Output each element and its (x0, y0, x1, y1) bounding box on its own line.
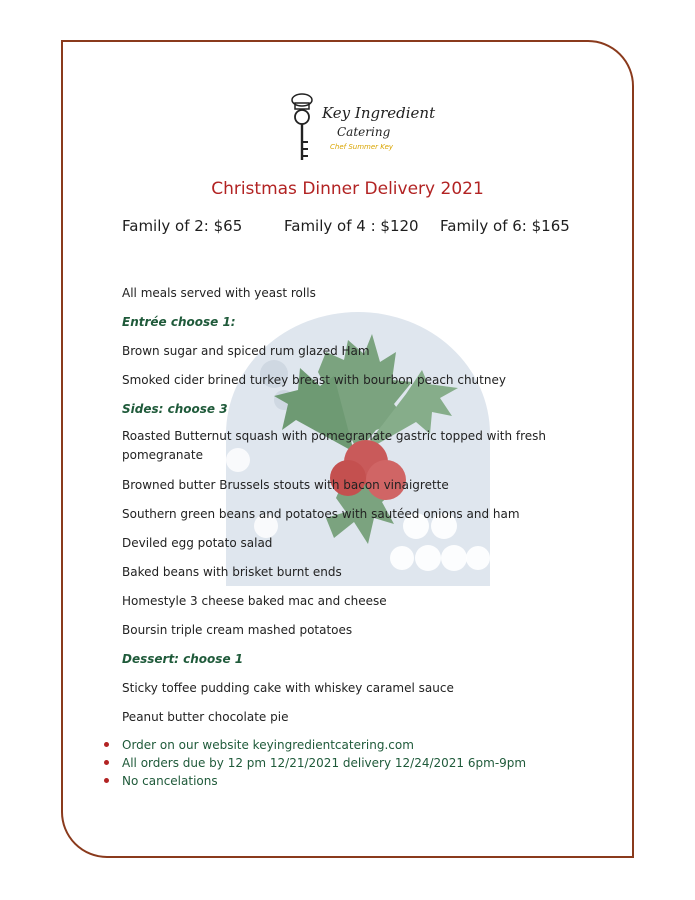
note-no-cancelations (104, 774, 218, 788)
note-order-website (104, 738, 414, 752)
price-family-4: Family of 4 : $120 (284, 217, 419, 235)
entree-heading: Entrée choose 1: (122, 315, 236, 329)
bullet-icon (104, 760, 109, 765)
entree-item: Brown sugar and spiced rum glazed Ham (122, 344, 370, 358)
dessert-item: Peanut butter chocolate pie (122, 710, 289, 724)
bullet-icon (104, 778, 109, 783)
logo-chef-name: Chef Summer Key (330, 143, 394, 151)
price-family-6: Family of 6: $165 (440, 217, 570, 235)
side-item: Deviled egg potato salad (122, 536, 273, 550)
note-text: No cancelations (122, 774, 218, 788)
intro-text: All meals served with yeast rolls (122, 286, 316, 300)
side-item: Browned butter Brussels stouts with bacon vinaigrette (122, 478, 449, 492)
logo-brand-subtitle: Catering (337, 125, 391, 139)
page-title: Christmas Dinner Delivery 2021 (211, 179, 484, 199)
side-item: Roasted Butternut squash with pomegranate gastric topped with fresh pomegranate (122, 429, 547, 462)
entree-item: Smoked cider brined turkey breast with bourbon peach chutney (122, 373, 506, 387)
note-order-deadline (104, 756, 526, 770)
side-item: Homestyle 3 cheese baked mac and cheese (122, 594, 387, 608)
side-item: Boursin triple cream mashed potatoes (122, 623, 353, 637)
bullet-icon (104, 742, 109, 747)
price-family-2: Family of 2: $65 (122, 217, 243, 235)
sides-heading: Sides: choose 3 (122, 402, 228, 416)
note-text: All orders due by 12 pm 12/21/2021 delivery 12/24/2021 6pm-9pm (122, 756, 527, 770)
side-item: Baked beans with brisket burnt ends (122, 565, 342, 579)
logo-brand-name: Key Ingredient (322, 104, 436, 122)
side-item: Southern green beans and potatoes with sautéed onions and ham (122, 507, 520, 521)
dessert-item: Sticky toffee pudding cake with whiskey caramel sauce (122, 681, 454, 695)
note-text: Order on our website keyingredientcatering.com (122, 738, 414, 752)
dessert-heading: Dessert: choose 1 (122, 652, 244, 666)
